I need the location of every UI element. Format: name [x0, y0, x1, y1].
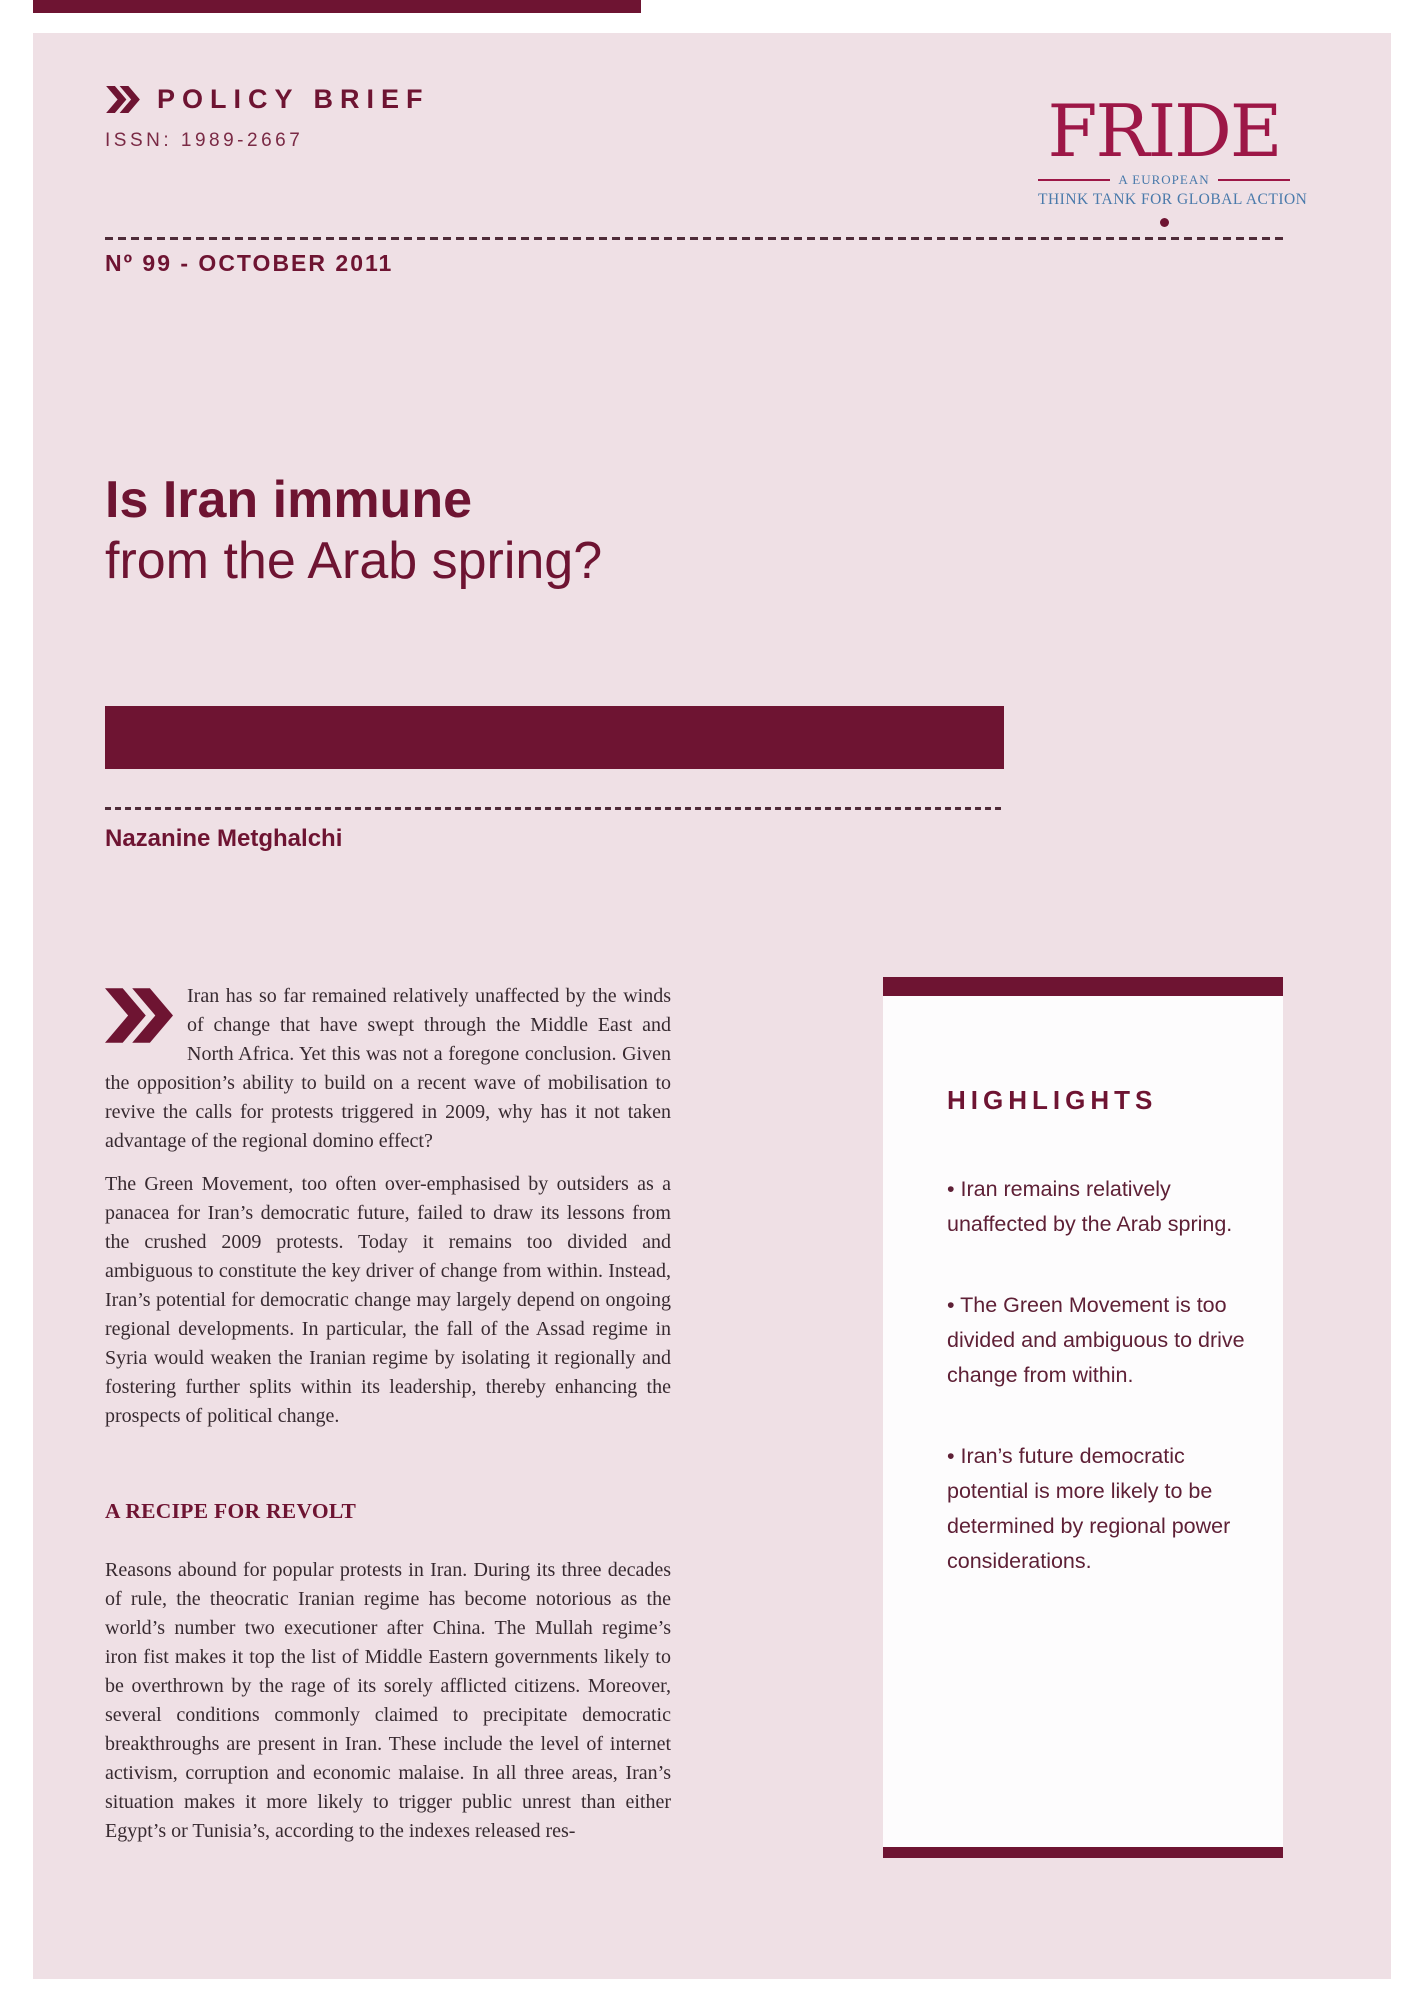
policy-brief-kicker-row — [105, 84, 430, 115]
logo-rule-left — [1038, 179, 1110, 181]
dashed-separator-author — [105, 807, 1004, 810]
highlights-item: • The Green Movement is too divided and ambiguous to drive change from within. — [947, 1293, 1245, 1387]
logo-wordmark: FRIDE — [1047, 89, 1281, 173]
body-paragraph: Reasons abound for popular protests in Iran. During its three decades of rule, the theocratic Iranian regime has become notorious as the world’s number two executioner after China. The Mullah regime’s iron fist makes it top the list of Middle Eastern governments likely to be overthrown by the rage of its sorely afflicted citizens. Moreover, several conditions commonly claimed to precipitate democratic breakthroughs are present in Iran. These include the level of internet activism, corruption and economic malaise. In all three areas, Iran’s situation makes it more likely to trigger public unrest than either Egypt’s or Tunisia’s, according to the indexes released res- — [105, 1559, 671, 1842]
sidebar-top-bar — [883, 977, 1283, 996]
logo-tagline-top: A EUROPEAN — [1118, 172, 1210, 187]
dashed-separator-top — [105, 237, 1286, 240]
logo-rule-right — [1218, 179, 1290, 181]
masthead — [105, 84, 430, 152]
top-accent-bar — [33, 0, 641, 13]
double-chevron-icon — [105, 987, 173, 1044]
author-name: Nazanine Metghalchi — [105, 825, 343, 852]
highlights-item: • Iran remains relatively unaffected by the Arab spring. — [947, 1177, 1233, 1236]
lead-paragraph-text: Iran has so far remained relatively unaffected by the winds of change that have swept through the Middle East and North Africa. Yet this was not a foregone conclusion. Given the opposition’s ability to build on a recent wave of mobilisation to revive the calls for protests triggered in 2009, why has it not taken advantage of the regional domino effect? — [105, 985, 671, 1152]
logo-dot — [1160, 218, 1169, 227]
sidebar-bottom-bar — [883, 1847, 1283, 1858]
policy-brief-kicker: POLICY BRIEF — [157, 84, 430, 114]
title-line-2: from the Arab spring? — [105, 532, 603, 590]
lead-paragraph — [105, 982, 671, 1156]
issue-number: Nº 99 - OCTOBER 2011 — [105, 250, 394, 276]
section-heading: A RECIPE FOR REVOLT — [105, 1499, 357, 1523]
title-line-1: Is Iran immune — [105, 471, 472, 529]
issn-label: ISSN: 1989-2667 — [105, 130, 304, 151]
highlights-sidebar — [883, 977, 1283, 1858]
fride-logo — [1038, 89, 1308, 227]
title-accent-bar — [105, 706, 1004, 769]
article-column — [105, 982, 671, 1846]
logo-tagline-bottom: THINK TANK FOR GLOBAL ACTION — [1038, 191, 1308, 208]
highlights-item: • Iran’s future democratic potential is more likely to be determined by regional power considerations. — [947, 1444, 1231, 1573]
highlights-heading: HIGHLIGHTS — [947, 1085, 1158, 1115]
page-title — [105, 470, 602, 592]
logo-tagline-top-row — [1038, 172, 1290, 188]
sidebar-box — [883, 996, 1283, 1847]
body-paragraph: The Green Movement, too often over-emphasised by outsiders as a panacea for Iran’s democratic future, failed to draw its lessons from the crushed 2009 protests. Today it remains too divided and ambiguous to constitute the key driver of change from within. Instead, Iran’s potential for democratic change may largely depend on ongoing regional developments. In particular, the fall of the Assad regime in Syria would weaken the Iranian regime by isolating it regionally and fostering further splits within its leadership, thereby enhancing the prospects of political change. — [105, 1173, 671, 1427]
double-chevron-icon — [105, 86, 141, 113]
